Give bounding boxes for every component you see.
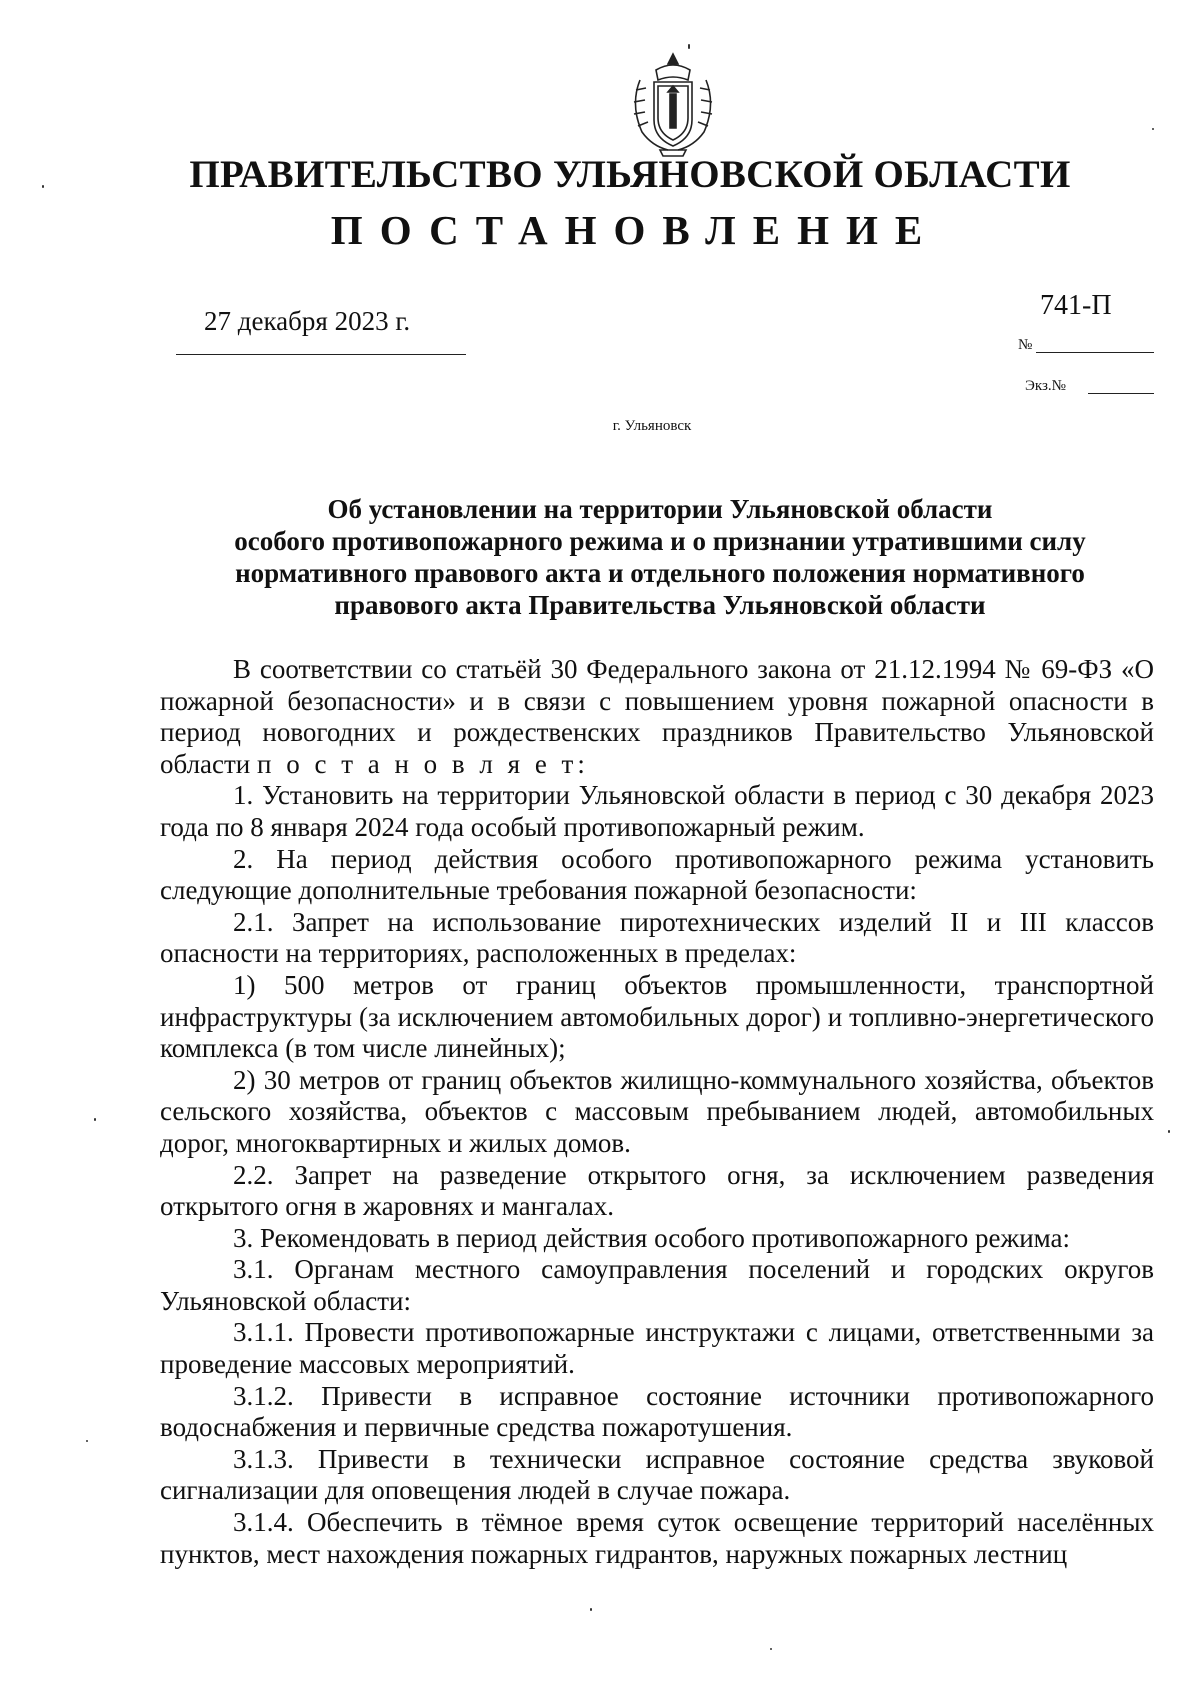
paragraph-3-1-1: 3.1.1. Провести противопожарные инструктажи с лицами, ответственными за проведение массовых мероприятий.	[160, 1317, 1154, 1380]
coat-of-arms-icon	[618, 50, 728, 160]
title-line: правового акта Правительства Ульяновской области	[334, 590, 986, 620]
number-sign: №	[1018, 337, 1033, 353]
paragraph-2-1-1: 1) 500 метров от границ объектов промышленности, транспортной инфраструктуры (за исключением автомобильных дорог) и топливно-энергетического комплекса (в том числе линейных);	[160, 969, 1154, 1064]
city: г. Ульяновск	[612, 418, 692, 434]
scan-speck	[1168, 1130, 1170, 1133]
title-line: Об установлении на территории Ульяновской области	[327, 494, 993, 524]
paragraph-3-1-4: 3.1.4. Обеспечить в тёмное время суток освещение территорий населённых пунктов, мест нахождения пожарных гидрантов, наружных пожарных лестниц	[160, 1507, 1154, 1569]
paragraph-3-1-2: 3.1.2. Привести в исправное состояние источники противопожарного водоснабжения и первичные средства пожаротушения.	[160, 1380, 1154, 1443]
title-line: особого противопожарного режима и о признании утратившими силу	[234, 526, 1086, 556]
paragraph-2: 2. На период действия особого противопожарного режима установить следующие дополнительные требования пожарной безопасности:	[160, 843, 1154, 906]
scan-speck	[1152, 128, 1154, 130]
document-date: 27 декабря 2023 г.	[204, 306, 411, 336]
paragraph-3-1-3: 3.1.3. Привести в технически исправное состояние средства звуковой сигнализации для оповещения людей в случае пожара.	[160, 1443, 1154, 1506]
scan-speck	[770, 1648, 772, 1650]
document-title	[180, 493, 1140, 621]
date-underline	[176, 354, 466, 355]
preamble-text: В соответствии со статьёй 30 Федерального закона от 21.12.1994 № 69-ФЗ «О пожарной безопасности» и в связи с повышением уровня пожарной опасности в период новогодних и рождественских праздников Правительство Ульяновской области	[160, 654, 1154, 779]
scan-speck	[94, 1118, 96, 1121]
title-line: нормативного правового акта и отдельного положения нормативного	[235, 558, 1085, 588]
copy-number-label: Экз.№	[1025, 378, 1066, 394]
document-kind: ПОСТАНОВЛЕНИЕ	[330, 207, 940, 253]
document-number: 741-П	[1040, 290, 1112, 321]
paragraph-2-1-2: 2) 30 метров от границ объектов жилищно-коммунального хозяйства, объектов сельского хозяйства, объектов с массовым пребыванием людей, автомобильных дорог, многоквартирных и жилых домов.	[160, 1064, 1154, 1158]
paragraph-1: 1. Установить на территории Ульяновской области в период с 30 декабря 2023 года по 8 января 2024 года особый противопожарный режим.	[160, 780, 1154, 842]
resolves-word: п о с т а н о в л я е т:	[257, 748, 589, 779]
number-underline	[1036, 352, 1154, 353]
government-name: ПРАВИТЕЛЬСТВО УЛЬЯНОВСКОЙ ОБЛАСТИ	[189, 153, 1071, 196]
scan-speck	[688, 44, 690, 49]
copy-number-underline	[1088, 393, 1154, 394]
scan-speck	[42, 185, 44, 188]
paragraph-2-1: 2.1. Запрет на использование пиротехнических изделий II и III классов опасности на территориях, расположенных в пределах:	[160, 906, 1154, 969]
document-body	[160, 654, 1154, 1570]
scan-speck	[590, 1608, 592, 1611]
scan-speck	[86, 1440, 88, 1442]
paragraph-3-1: 3.1. Органам местного самоуправления поселений и городских округов Ульяновской области:	[160, 1254, 1154, 1316]
preamble-paragraph	[160, 654, 1154, 780]
paragraph-2-2: 2.2. Запрет на разведение открытого огня, за исключением разведения открытого огня в жаровнях и мангалах.	[160, 1159, 1154, 1222]
paragraph-3: 3. Рекомендовать в период действия особого противопожарного режима:	[233, 1222, 1071, 1253]
